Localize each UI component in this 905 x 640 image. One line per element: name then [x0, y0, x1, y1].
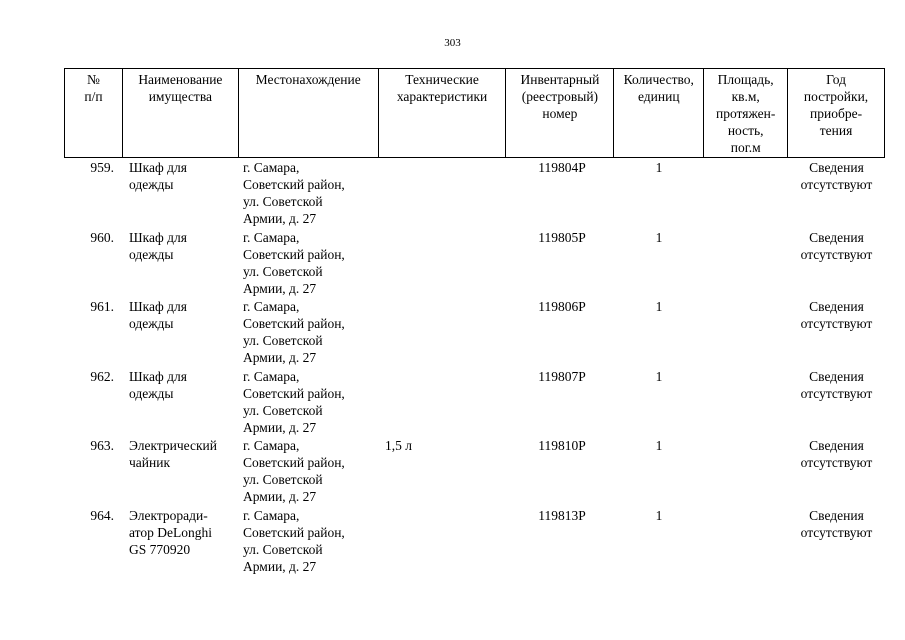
cell-inventory-number: 119810Р [538, 438, 586, 453]
cell-text-line: Электроради- [129, 507, 208, 523]
cell-tech-spec [378, 367, 506, 437]
cell-inventory-number: 119804Р [538, 160, 586, 175]
table-body [64, 158, 885, 575]
cell-text-line: GS 770920 [129, 541, 191, 557]
cell-text-line: Сведения [809, 507, 864, 523]
cell-text-line: Шкаф для [129, 299, 187, 314]
cell-text-line: Советский район, [243, 524, 345, 540]
cell-text-line: Советский район, [243, 455, 345, 470]
table-row [64, 158, 885, 228]
cell-property-name [122, 436, 238, 506]
cell-text-line: отсутствуют [800, 524, 873, 540]
table-row [64, 506, 885, 576]
cell-quantity: 1 [655, 229, 663, 245]
cell-text-line: одежды [129, 177, 174, 192]
cell-text-line: отсутствуют [800, 177, 873, 192]
header-cell-location: Местонахождение [239, 69, 379, 157]
cell-text-line: Сведения [809, 229, 864, 245]
cell-text-line: г. Самара, [243, 160, 300, 175]
cell-text-line: Армии, д. 27 [243, 558, 317, 574]
cell-text-line: Сведения [809, 299, 864, 314]
cell-text-line: ул. Советской [243, 541, 323, 557]
cell-quantity: 1 [655, 160, 663, 175]
cell-text-line: ул. Советской [243, 333, 323, 348]
table-header [64, 68, 885, 158]
table-row [64, 436, 885, 506]
cell-quantity: 1 [655, 438, 663, 453]
cell-text-line: Шкаф для [129, 368, 187, 384]
cell-quantity: 1 [655, 299, 663, 314]
cell-text-line: Советский район, [243, 316, 345, 331]
cell-row-number: 959. [90, 160, 114, 175]
cell-text-line: Армии, д. 27 [243, 419, 317, 435]
cell-tech-spec [378, 228, 506, 298]
cell-text-line: Советский район, [243, 385, 345, 401]
cell-text-line: Армии, д. 27 [243, 280, 317, 296]
cell-row-number: 963. [90, 438, 114, 453]
cell-area [704, 228, 788, 298]
table-row [64, 297, 885, 367]
cell-location [238, 367, 378, 437]
cell-text-line: ул. Советской [243, 263, 323, 279]
cell-area [704, 367, 788, 437]
cell-property-name [122, 506, 238, 576]
cell-text-line: г. Самара, [243, 299, 300, 314]
cell-text-line: одежды [129, 316, 174, 331]
cell-area [704, 158, 788, 228]
cell-text-line: Шкаф для [129, 229, 187, 245]
table-row [64, 367, 885, 437]
cell-tech-spec: 1,5 л [385, 438, 412, 453]
cell-acquisition-year [788, 367, 885, 437]
cell-location [238, 297, 378, 367]
cell-text-line: Сведения [809, 438, 864, 453]
cell-text-line: г. Самара, [243, 229, 300, 245]
cell-acquisition-year [788, 297, 885, 367]
property-table [64, 68, 885, 575]
cell-text-line: отсутствуют [800, 455, 873, 470]
header-cell-number: № п/п [65, 69, 123, 157]
cell-inventory-number: 119813Р [538, 507, 586, 523]
cell-property-name [122, 158, 238, 228]
cell-text-line: ул. Советской [243, 194, 323, 209]
cell-tech-spec [378, 297, 506, 367]
cell-text-line: г. Самара, [243, 368, 300, 384]
header-cell-area: Площадь, кв.м, протяжен- ность, пог.м [704, 69, 788, 157]
cell-inventory-number: 119805Р [538, 229, 586, 245]
cell-text-line: ул. Советской [243, 472, 323, 487]
cell-location [238, 158, 378, 228]
cell-row-number: 964. [90, 507, 114, 523]
page-number: 303 [444, 37, 461, 49]
cell-text-line: отсутствуют [800, 385, 873, 401]
cell-tech-spec [378, 158, 506, 228]
cell-tech-spec [378, 506, 506, 576]
cell-text-line: Армии, д. 27 [243, 211, 317, 226]
cell-text-line: отсутствуют [800, 246, 873, 262]
cell-quantity: 1 [655, 507, 663, 523]
cell-text-line: Армии, д. 27 [243, 350, 317, 365]
cell-location [238, 506, 378, 576]
table-row [64, 228, 885, 298]
cell-property-name [122, 367, 238, 437]
cell-quantity: 1 [655, 368, 663, 384]
cell-text-line: атор DeLonghi [129, 524, 212, 540]
cell-text-line: Шкаф для [129, 160, 187, 175]
cell-property-name [122, 228, 238, 298]
cell-location [238, 228, 378, 298]
cell-property-name [122, 297, 238, 367]
cell-row-number: 962. [90, 368, 114, 384]
cell-acquisition-year [788, 158, 885, 228]
cell-text-line: г. Самара, [243, 507, 300, 523]
header-cell-quantity: Количество, единиц [614, 69, 704, 157]
cell-acquisition-year [788, 506, 885, 576]
cell-row-number: 960. [90, 229, 114, 245]
cell-text-line: одежды [129, 385, 174, 401]
cell-location [238, 436, 378, 506]
cell-text-line: Армии, д. 27 [243, 489, 317, 504]
cell-acquisition-year [788, 228, 885, 298]
cell-acquisition-year [788, 436, 885, 506]
cell-text-line: г. Самара, [243, 438, 300, 453]
cell-text-line: Сведения [809, 160, 864, 175]
cell-area [704, 506, 788, 576]
cell-inventory-number: 119806Р [538, 299, 586, 314]
cell-text-line: Советский район, [243, 177, 345, 192]
header-cell-year: Год постройки, приобре- тения [788, 69, 885, 157]
cell-text-line: Сведения [809, 368, 864, 384]
cell-text-line: Советский район, [243, 246, 345, 262]
cell-text-line: чайник [129, 455, 171, 470]
header-cell-inventory: Инвентарный (реестровый) номер [506, 69, 614, 157]
header-cell-name: Наименование имущества [123, 69, 239, 157]
cell-text-line: одежды [129, 246, 174, 262]
cell-area [704, 436, 788, 506]
cell-inventory-number: 119807Р [538, 368, 586, 384]
cell-text-line: ул. Советской [243, 402, 323, 418]
header-cell-tech: Технические характеристики [379, 69, 507, 157]
cell-text-line: отсутствуют [800, 316, 873, 331]
cell-text-line: Электрический [129, 438, 218, 453]
cell-row-number: 961. [90, 299, 114, 314]
cell-area [704, 297, 788, 367]
